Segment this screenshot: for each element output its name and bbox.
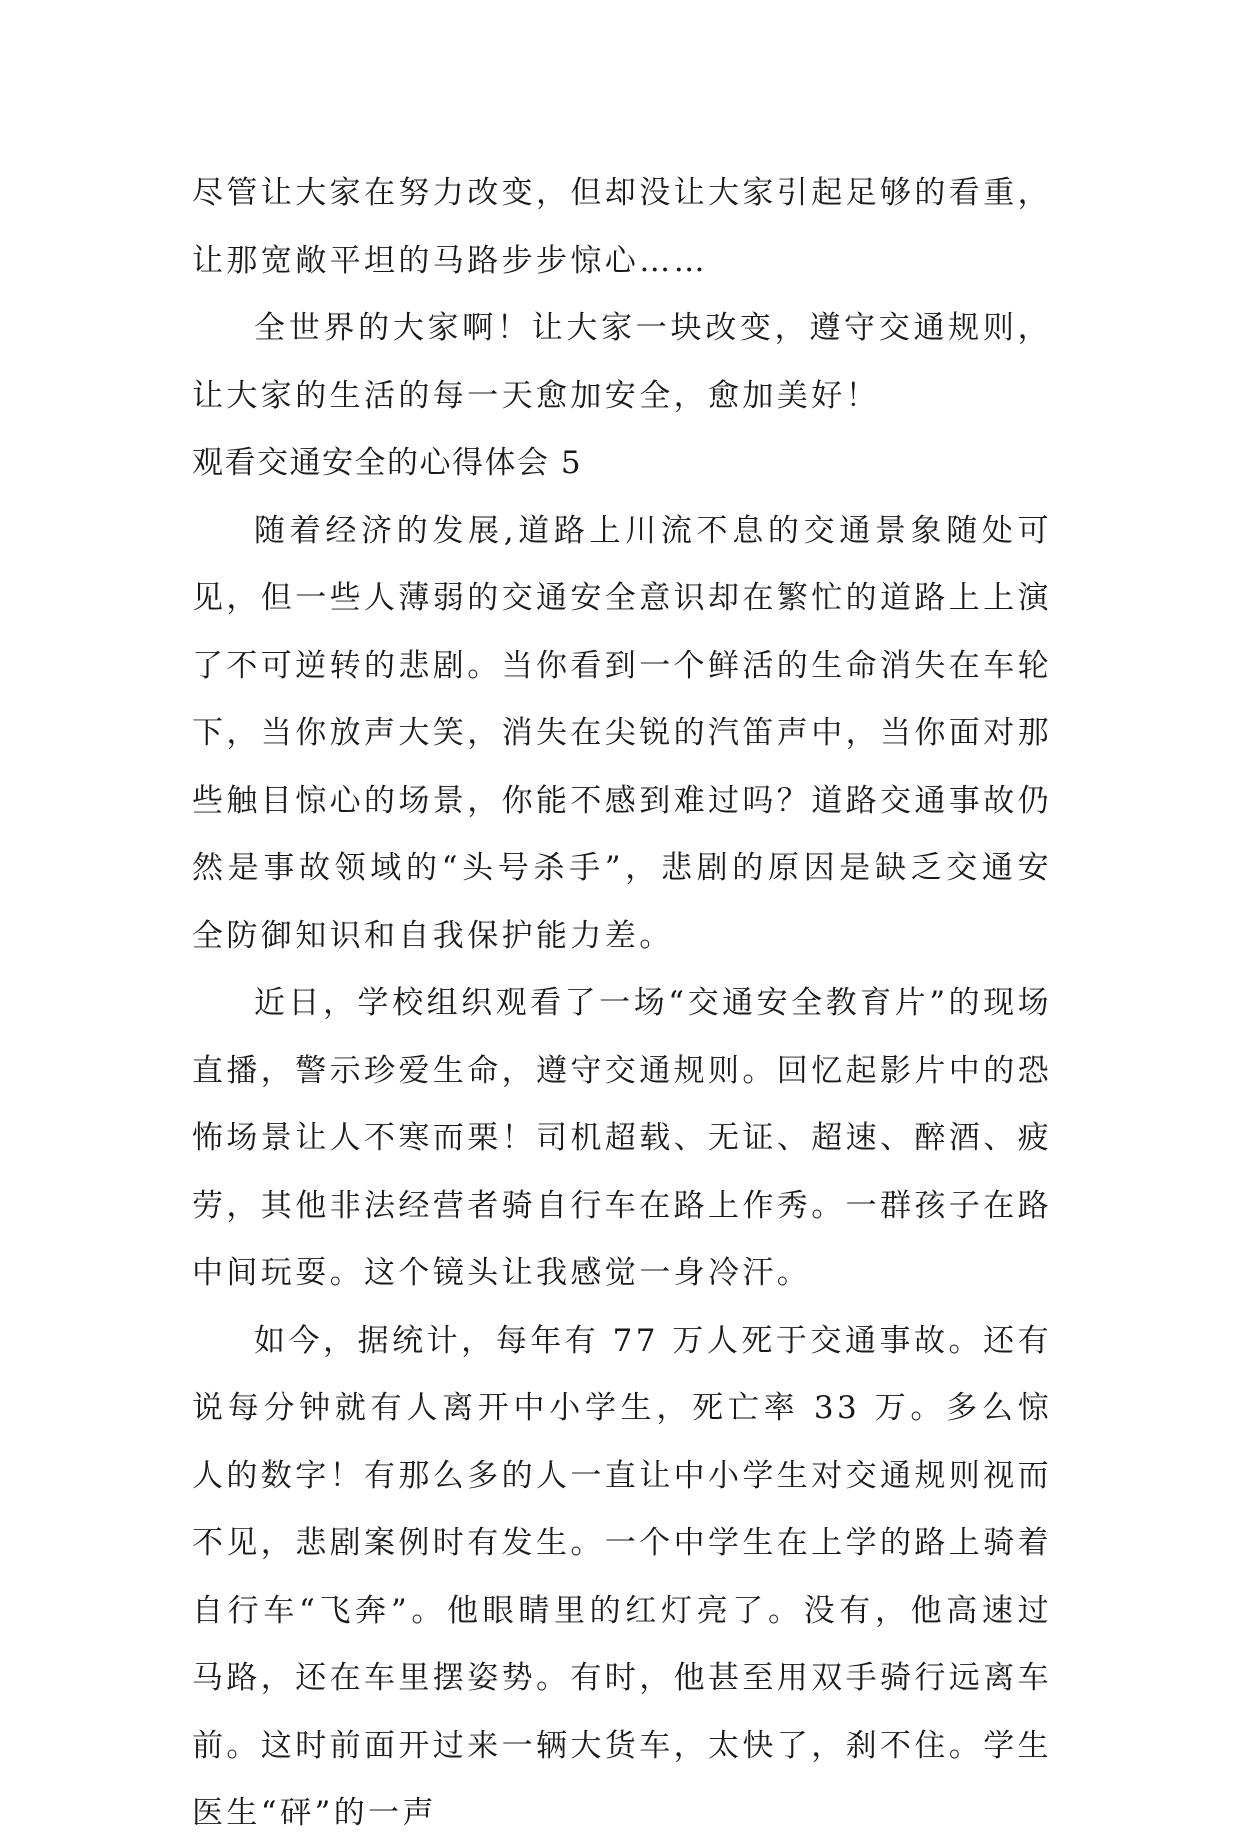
paragraph-section-3: 如今，据统计，每年有 77 万人死于交通事故。还有说每分钟就有人离开中小学生，死亡率 33 万。多么惊人的数字！有那么多的人一直让中小学生对交通规则视而不见，悲剧案例时有发生。一个中学生在上学的路上骑着自行车“飞奔”。他眼睛里的红灯亮了。没有，他高速过马路，还在车里摆姿势。有时，他甚至用双手骑行远离车前。这时前面开过来一辆大货车，太快了，刹不住。学生医生“砰”的一声 (192, 1322, 1052, 1831)
paragraph-opening: 尽管让大家在努力改变，但却没让大家引起足够的看重，让那宽敞平坦的马路步步惊心…… (192, 175, 1052, 279)
paragraph-appeal: 全世界的大家啊！让大家一块改变，遵守交通规则，让大家的生活的每一天愈加安全，愈加美好！ (192, 310, 1052, 414)
section-heading: 观看交通安全的心得体会 5 (192, 445, 583, 481)
document-page (192, 160, 1052, 1848)
paragraph-section-2: 近日，学校组织观看了一场“交通安全教育片”的现场直播，警示珍爱生命，遵守交通规则。回忆起影片中的恐怖场景让人不寒而栗！司机超载、无证、超速、醉酒、疲劳，其他非法经营者骑自行车在路上作秀。一群孩子在路中间玩耍。这个镜头让我感觉一身冷汗。 (192, 985, 1052, 1291)
paragraph-section-1: 随着经济的发展,道路上川流不息的交通景象随处可见，但一些人薄弱的交通安全意识却在繁忙的道路上上演了不可逆转的悲剧。当你看到一个鲜活的生命消失在车轮下，当你放声大笑，消失在尖锐的汽笛声中，当你面对那些触目惊心的场景，你能不感到难过吗？道路交通事故仍然是事故领域的“头号杀手”，悲剧的原因是缺乏交通安全防御知识和自我保护能力差。 (192, 512, 1052, 954)
